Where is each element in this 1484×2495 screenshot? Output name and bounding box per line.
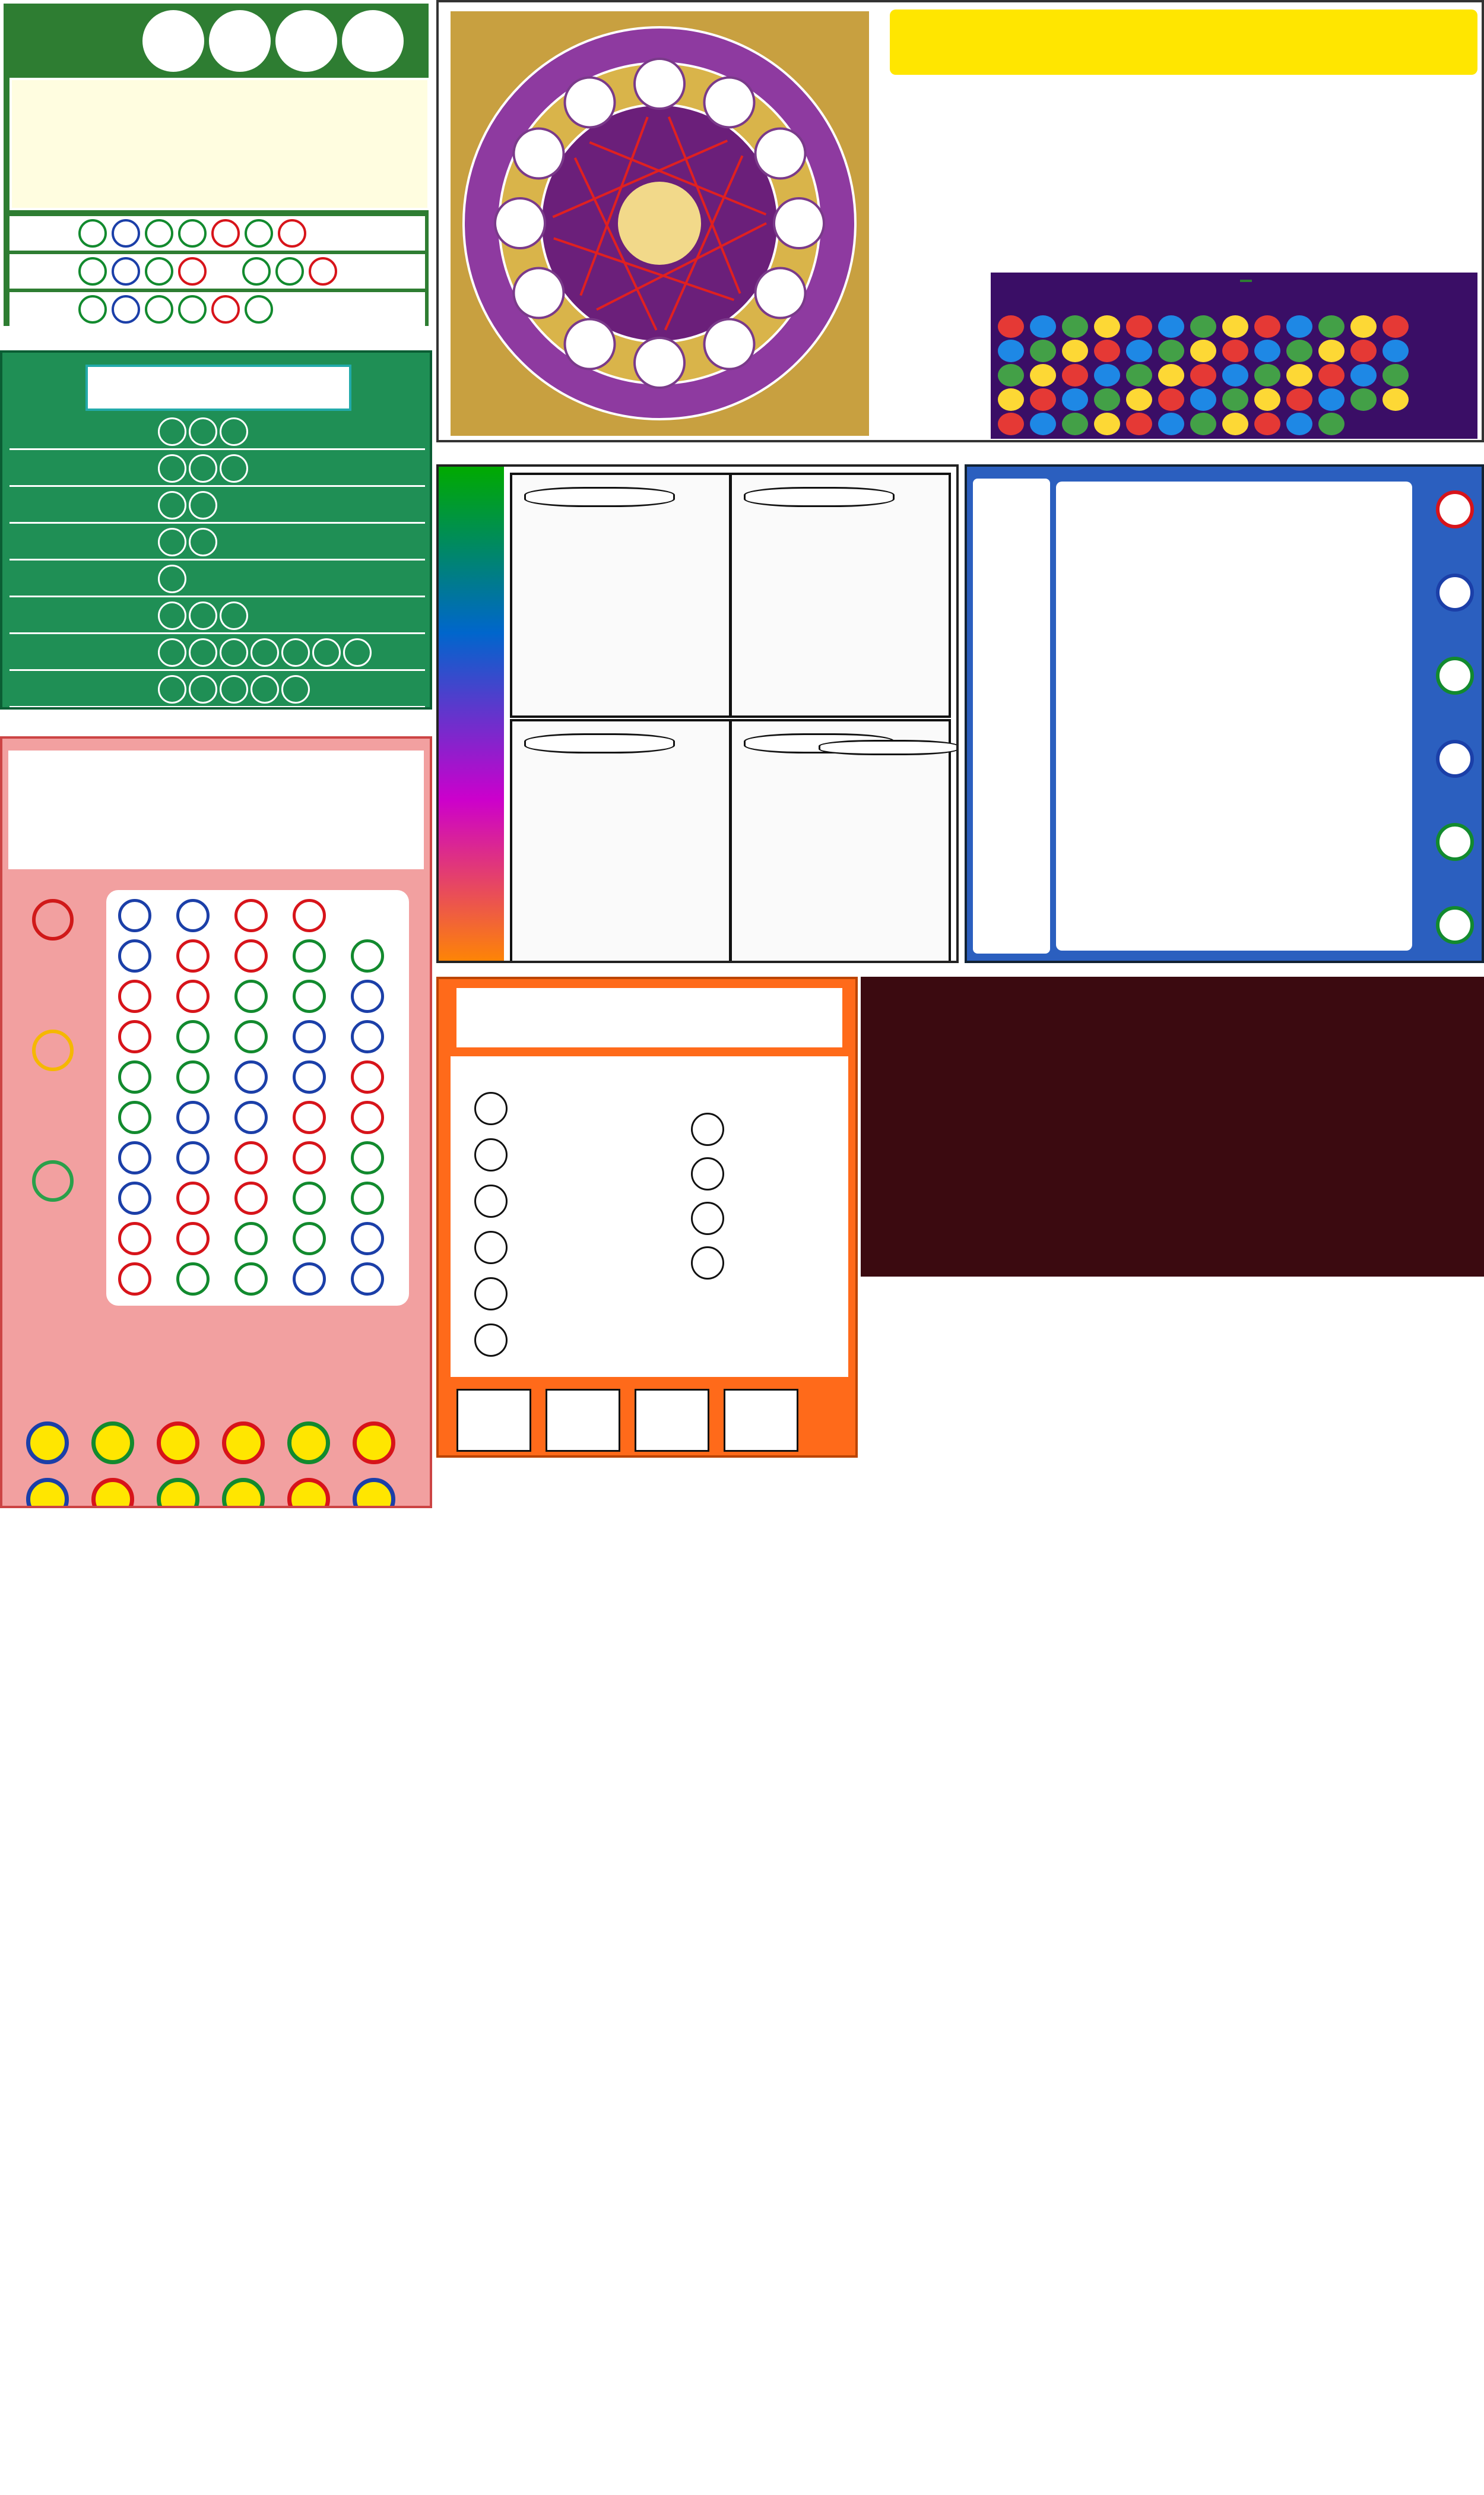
trend-legend bbox=[20, 899, 91, 1315]
title-char bbox=[142, 10, 204, 72]
cloud-ball bbox=[281, 675, 310, 704]
number-ball bbox=[26, 1421, 69, 1464]
zodiac-ball bbox=[1062, 388, 1088, 411]
cloud-ball bbox=[220, 601, 248, 630]
zodiac-ball bbox=[1158, 413, 1184, 435]
zodiac-ball bbox=[1286, 388, 1312, 411]
title-char bbox=[209, 10, 271, 72]
zodiac-ball bbox=[998, 364, 1024, 387]
number-ball bbox=[118, 1182, 151, 1215]
zodiac-ball bbox=[1286, 413, 1312, 435]
number-ball bbox=[293, 1262, 326, 1296]
number-ball bbox=[112, 219, 140, 248]
zodiac-ball bbox=[1382, 340, 1409, 362]
number-ball bbox=[351, 1222, 384, 1255]
zodiac-ball bbox=[1062, 364, 1088, 387]
cloud-nums bbox=[158, 528, 217, 556]
number-ball bbox=[234, 1141, 268, 1174]
zodiac-ball bbox=[1126, 413, 1152, 435]
zodiac-ball bbox=[1094, 388, 1120, 411]
trend-box bbox=[991, 273, 1477, 439]
cloud-nums bbox=[158, 454, 248, 483]
number-ball bbox=[351, 1060, 384, 1094]
cloud-ball bbox=[220, 454, 248, 483]
zodiac-ball bbox=[1190, 388, 1216, 411]
zodiac-ball bbox=[1190, 340, 1216, 362]
number-ball bbox=[293, 1182, 326, 1215]
zodiac-ball bbox=[1318, 364, 1345, 387]
trend-row bbox=[998, 315, 1409, 338]
number-ball bbox=[178, 219, 207, 248]
number-ball bbox=[176, 1060, 210, 1094]
number-ball bbox=[145, 257, 173, 286]
cloud-ball bbox=[189, 638, 217, 667]
zodiac-ball bbox=[1094, 364, 1120, 387]
title-char bbox=[275, 10, 337, 72]
cloud-ball bbox=[189, 528, 217, 556]
zodiac-ball bbox=[1254, 388, 1280, 411]
number-ball bbox=[1436, 490, 1474, 528]
quotes-body bbox=[1056, 482, 1412, 951]
ink-strip-bottom bbox=[914, 1255, 1425, 1277]
number-ball bbox=[118, 939, 151, 973]
trend-row bbox=[998, 413, 1345, 435]
quotes-panel bbox=[965, 464, 1484, 963]
number-ball bbox=[78, 295, 107, 324]
number-ball bbox=[353, 1421, 395, 1464]
number-ball bbox=[234, 1182, 268, 1215]
cloud-ball bbox=[158, 491, 186, 520]
comic-bubble bbox=[524, 487, 675, 507]
number-ball bbox=[293, 1222, 326, 1255]
cloud-row bbox=[9, 452, 425, 487]
poem-ball bbox=[691, 1157, 724, 1190]
quotes-side-title bbox=[973, 479, 1050, 954]
title-char bbox=[9, 10, 71, 72]
zodiac-ball bbox=[998, 315, 1024, 338]
zodiac-ball bbox=[1094, 315, 1120, 338]
comic-frame bbox=[510, 719, 731, 963]
number-ball bbox=[118, 1060, 151, 1094]
cloud-ball bbox=[189, 454, 217, 483]
number-ball bbox=[176, 980, 210, 1013]
number-ball bbox=[309, 257, 337, 286]
trend-row bbox=[998, 364, 1409, 387]
zodiac-ball bbox=[1062, 340, 1088, 362]
zodiac-ball bbox=[1318, 413, 1345, 435]
number-ball bbox=[234, 1020, 268, 1053]
legend-ring bbox=[32, 1160, 74, 1202]
zodiac-ball bbox=[1158, 340, 1184, 362]
cloud-ball bbox=[312, 638, 341, 667]
recommend-ball bbox=[474, 1092, 508, 1125]
taixuan-text bbox=[581, 1062, 700, 1258]
bottom-char-box bbox=[635, 1389, 709, 1452]
number-ball bbox=[351, 1141, 384, 1174]
cloud-ball bbox=[281, 638, 310, 667]
number-ball bbox=[178, 257, 207, 286]
title-char bbox=[76, 10, 138, 72]
zodiac-ball bbox=[1126, 388, 1152, 411]
taixuan-panel bbox=[436, 977, 858, 1458]
cloud-ball bbox=[158, 565, 186, 593]
number-ball bbox=[176, 1101, 210, 1134]
lottery-row bbox=[9, 254, 425, 289]
comic-bubble bbox=[819, 740, 959, 755]
cloud-ball bbox=[220, 675, 248, 704]
comic-frame bbox=[510, 473, 731, 718]
cloud-nums bbox=[158, 565, 186, 593]
trend-row bbox=[998, 340, 1409, 362]
zodiac-ball bbox=[1094, 413, 1120, 435]
number-ball bbox=[234, 980, 268, 1013]
number-ball bbox=[211, 219, 240, 248]
zodiac-ball bbox=[1382, 388, 1409, 411]
lottery-row bbox=[9, 292, 425, 327]
recommend-ball bbox=[474, 1138, 508, 1171]
zodiac-ball bbox=[1030, 315, 1056, 338]
cloud-ball bbox=[158, 675, 186, 704]
number-ball bbox=[222, 1478, 265, 1508]
zodiac-ball bbox=[1094, 340, 1120, 362]
zodiac-ball bbox=[1286, 315, 1312, 338]
zodiac-ball bbox=[1382, 364, 1409, 387]
cloud-ball bbox=[158, 528, 186, 556]
cloud-nums bbox=[158, 601, 248, 630]
number-ball bbox=[234, 899, 268, 932]
legend-ring bbox=[32, 899, 74, 941]
zodiac-ball bbox=[1350, 364, 1377, 387]
number-ball bbox=[278, 219, 306, 248]
number-ball bbox=[26, 1478, 69, 1508]
number-ball bbox=[176, 899, 210, 932]
zodiac-ball bbox=[1158, 315, 1184, 338]
cloud-row bbox=[9, 673, 425, 708]
recommend-ball bbox=[474, 1185, 508, 1218]
number-ball bbox=[211, 295, 240, 324]
zodiac-ball bbox=[1062, 413, 1088, 435]
number-ball bbox=[157, 1478, 199, 1508]
cloud-nums bbox=[158, 675, 310, 704]
cloud-nums bbox=[158, 417, 248, 446]
cloud-row bbox=[9, 636, 425, 671]
comic-frame bbox=[730, 473, 951, 718]
number-ball bbox=[293, 1020, 326, 1053]
number-ball bbox=[234, 1262, 268, 1296]
number-ball bbox=[287, 1421, 330, 1464]
recommend-ball bbox=[474, 1324, 508, 1357]
bottom-char-box bbox=[724, 1389, 798, 1452]
number-ball bbox=[145, 295, 173, 324]
number-ball bbox=[91, 1421, 134, 1464]
comic-panel bbox=[436, 464, 959, 963]
number-ball bbox=[118, 980, 151, 1013]
cloud-ball bbox=[158, 638, 186, 667]
number-ball bbox=[118, 1262, 151, 1296]
number-ball bbox=[78, 219, 107, 248]
zodiac-ball bbox=[1318, 388, 1345, 411]
zodiac-ball bbox=[1318, 315, 1345, 338]
number-ball bbox=[293, 1101, 326, 1134]
zodiac-ball bbox=[998, 413, 1024, 435]
zodiac-ball bbox=[1350, 388, 1377, 411]
cloud-row bbox=[9, 599, 425, 634]
zodiac-ball bbox=[1190, 315, 1216, 338]
ink-strip-top bbox=[914, 977, 1425, 998]
zodiac-ball bbox=[1222, 388, 1248, 411]
number-ball bbox=[287, 1478, 330, 1508]
number-ball bbox=[351, 939, 384, 973]
number-ball bbox=[351, 1101, 384, 1134]
taixuan-title bbox=[456, 988, 842, 1047]
bottom-char-box bbox=[546, 1389, 620, 1452]
zodiac-ball bbox=[998, 388, 1024, 411]
number-ball bbox=[176, 1182, 210, 1215]
legend-ring bbox=[32, 1030, 74, 1071]
number-ball bbox=[118, 1141, 151, 1174]
trend-panel bbox=[0, 736, 432, 1508]
number-ball bbox=[118, 1101, 151, 1134]
zodiac-ball bbox=[1382, 315, 1409, 338]
zodiac-ball bbox=[1030, 388, 1056, 411]
cloud-panel bbox=[0, 350, 432, 710]
zodiac-ball bbox=[1318, 340, 1345, 362]
zodiac-ball bbox=[998, 340, 1024, 362]
number-ball bbox=[112, 257, 140, 286]
trend-grid bbox=[106, 890, 409, 1306]
number-ball bbox=[245, 295, 273, 324]
cloud-ball bbox=[220, 417, 248, 446]
number-ball bbox=[78, 257, 107, 286]
zodiac-ball bbox=[1350, 315, 1377, 338]
zodiac-ball bbox=[1222, 413, 1248, 435]
wheel-graphic bbox=[451, 11, 869, 436]
zodiac-ball bbox=[1126, 340, 1152, 362]
lottery-row bbox=[9, 216, 425, 251]
number-ball bbox=[1436, 906, 1474, 944]
cloud-nums bbox=[158, 638, 372, 667]
number-ball bbox=[1436, 740, 1474, 778]
number-ball bbox=[351, 1182, 384, 1215]
number-ball bbox=[245, 219, 273, 248]
zodiac-panel bbox=[436, 0, 1484, 442]
zodiac-ball bbox=[1254, 340, 1280, 362]
cloud-ball bbox=[250, 638, 279, 667]
zodiac-ball bbox=[1286, 340, 1312, 362]
cloud-ball bbox=[250, 675, 279, 704]
number-ball bbox=[234, 1101, 268, 1134]
zodiac-title bbox=[890, 10, 1477, 75]
zodiac-ball bbox=[1158, 388, 1184, 411]
zodiac-ball bbox=[1254, 413, 1280, 435]
number-ball bbox=[222, 1421, 265, 1464]
cloud-ball bbox=[189, 601, 217, 630]
number-ball bbox=[1436, 657, 1474, 695]
number-ball bbox=[351, 1020, 384, 1053]
trend-row bbox=[998, 388, 1409, 411]
cloud-ball bbox=[343, 638, 372, 667]
zodiac-ball bbox=[1030, 413, 1056, 435]
poem-ball bbox=[691, 1113, 724, 1146]
zodiac-ball bbox=[1190, 364, 1216, 387]
number-ball bbox=[176, 1141, 210, 1174]
number-ball bbox=[157, 1421, 199, 1464]
number-ball bbox=[242, 257, 271, 286]
zodiac-wheel bbox=[451, 11, 869, 436]
cloud-nums bbox=[158, 491, 217, 520]
cloud-ball bbox=[220, 638, 248, 667]
number-ball bbox=[176, 1262, 210, 1296]
zodiac-ball bbox=[1030, 364, 1056, 387]
zodiac-ball bbox=[1126, 315, 1152, 338]
taixuan-text2 bbox=[513, 1062, 578, 1240]
cloud-row bbox=[9, 562, 425, 597]
cloud-row bbox=[9, 489, 425, 524]
cloud-title bbox=[85, 365, 351, 411]
comic-frame bbox=[730, 719, 951, 963]
number-ball bbox=[176, 1222, 210, 1255]
number-ball bbox=[118, 899, 151, 932]
zodiac-ball bbox=[1190, 413, 1216, 435]
recommend-ball bbox=[474, 1231, 508, 1264]
number-ball bbox=[293, 980, 326, 1013]
number-ball bbox=[176, 939, 210, 973]
zodiac-text bbox=[878, 83, 1477, 255]
lottery-panel bbox=[0, 0, 432, 330]
zodiac-ball bbox=[1062, 315, 1088, 338]
number-ball bbox=[112, 295, 140, 324]
number-ball bbox=[145, 219, 173, 248]
title-char bbox=[342, 10, 404, 72]
zodiac-ball bbox=[1254, 315, 1280, 338]
comic-side bbox=[439, 467, 504, 963]
number-ball bbox=[293, 1060, 326, 1094]
number-ball bbox=[275, 257, 304, 286]
ink-panel bbox=[861, 977, 1484, 1277]
cloud-row bbox=[9, 525, 425, 561]
cloud-ball bbox=[189, 675, 217, 704]
number-ball bbox=[293, 1141, 326, 1174]
cloud-ball bbox=[189, 417, 217, 446]
zodiac-ball bbox=[1254, 364, 1280, 387]
comic-bubble bbox=[524, 733, 675, 753]
number-ball bbox=[176, 1020, 210, 1053]
comic-bubble bbox=[744, 487, 895, 507]
zodiac-ball bbox=[1222, 315, 1248, 338]
zodiac-ball bbox=[1126, 364, 1152, 387]
cloud-ball bbox=[158, 601, 186, 630]
number-ball bbox=[353, 1478, 395, 1508]
cloud-row bbox=[9, 415, 425, 450]
number-ball bbox=[234, 1060, 268, 1094]
cloud-ball bbox=[189, 491, 217, 520]
number-ball bbox=[351, 1262, 384, 1296]
number-ball bbox=[118, 1222, 151, 1255]
lottery-title bbox=[9, 8, 425, 74]
number-ball bbox=[178, 295, 207, 324]
zodiac-ball bbox=[1158, 364, 1184, 387]
number-ball bbox=[234, 1222, 268, 1255]
trend-title bbox=[8, 751, 424, 869]
number-ball bbox=[293, 899, 326, 932]
poem-ball bbox=[691, 1202, 724, 1235]
zodiac-ball bbox=[1286, 364, 1312, 387]
number-ball bbox=[1436, 574, 1474, 612]
number-ball bbox=[91, 1478, 134, 1508]
recommend-ball bbox=[474, 1277, 508, 1310]
cloud-ball bbox=[158, 417, 186, 446]
number-ball bbox=[1436, 823, 1474, 861]
poem-ball bbox=[691, 1246, 724, 1280]
number-ball bbox=[293, 939, 326, 973]
trend-label bbox=[1240, 280, 1252, 282]
poem-box bbox=[9, 78, 430, 210]
number-ball bbox=[234, 939, 268, 973]
number-ball bbox=[118, 1020, 151, 1053]
bottom-char-box bbox=[456, 1389, 531, 1452]
zodiac-ball bbox=[1350, 340, 1377, 362]
cloud-ball bbox=[158, 454, 186, 483]
zodiac-ball bbox=[1222, 340, 1248, 362]
number-ball bbox=[351, 980, 384, 1013]
zodiac-ball bbox=[1030, 340, 1056, 362]
taixuan-body bbox=[451, 1056, 848, 1377]
zodiac-ball bbox=[1222, 364, 1248, 387]
